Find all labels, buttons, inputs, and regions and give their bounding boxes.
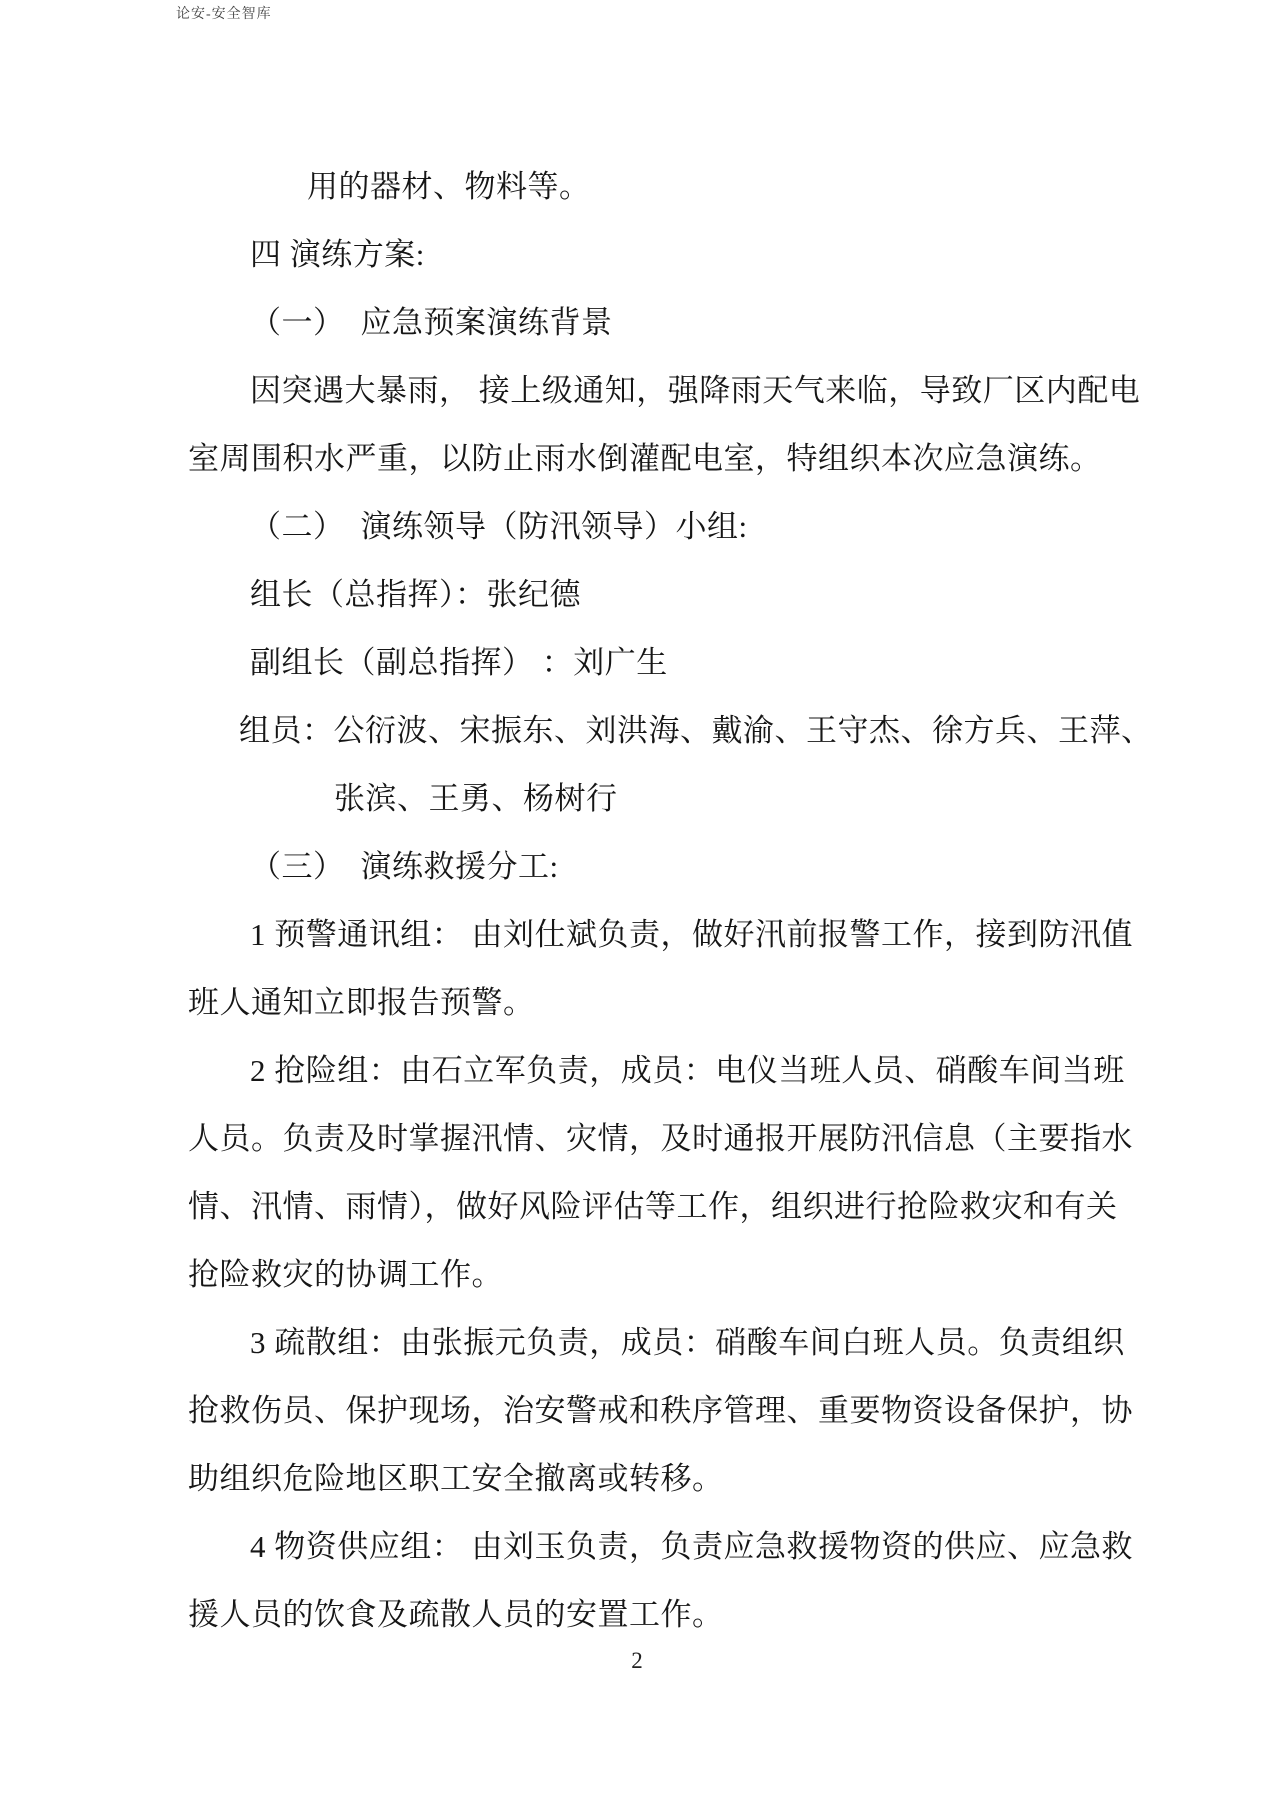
text-line: 室周围积水严重，以防止雨水倒灌配电室，特组织本次应急演练。 [188,440,1102,476]
text-line: 组长（总指挥）：张纪德 [250,576,581,612]
text-line: 用的器材、物料等。 [307,168,591,204]
page-number: 2 [631,1648,643,1673]
text-line: 4 物资供应组： 由刘玉负责，负责应急救援物资的供应、应急救 [250,1528,1133,1564]
text-line: （二） 演练领导（防汛领导）小组: [250,508,748,544]
text-line: 抢救伤员、保护现场，治安警戒和秩序管理、重要物资设备保护，协 [188,1392,1133,1428]
text-line: 助组织危险地区职工安全撤离或转移。 [188,1460,724,1496]
text-line: 援人员的饮食及疏散人员的安置工作。 [188,1596,724,1632]
watermark-label: 论安-安全智库 [176,7,272,22]
text-line: 组员：公衍波、宋振东、刘洪海、戴渝、王守杰、徐方兵、王萍、 [239,712,1153,748]
text-line: （三） 演练救援分工: [250,848,559,884]
text-line: 班人通知立即报告预警。 [188,984,535,1020]
text-line: 情、汛情、雨情），做好风险评估等工作，组织进行抢险救灾和有关 [188,1188,1118,1224]
text-line: 1 预警通讯组： 由刘仕斌负责，做好汛前报警工作，接到防汛值 [250,916,1133,952]
text-line: 因突遇大暴雨， 接上级通知，强降雨天气来临，导致厂区内配电 [250,372,1141,408]
text-line: 人员。负责及时掌握汛情、灾情，及时通报开展防汛信息（主要指水 [188,1120,1133,1156]
text-line: 抢险救灾的协调工作。 [188,1256,503,1292]
document-body [188,149,1153,1645]
text-line: 张滨、王勇、杨树行 [334,780,618,816]
text-line: 2 抢险组：由石立军负责，成员：电仪当班人员、硝酸车间当班 [250,1052,1125,1088]
text-line: 副组长（副总指挥） ：刘广生 [250,644,668,680]
text-line: （一） 应急预案演练背景 [250,304,613,340]
text-line: 3 疏散组：由张振元负责，成员：硝酸车间白班人员。负责组织 [250,1324,1125,1360]
text-line: 四 演练方案: [250,236,425,272]
